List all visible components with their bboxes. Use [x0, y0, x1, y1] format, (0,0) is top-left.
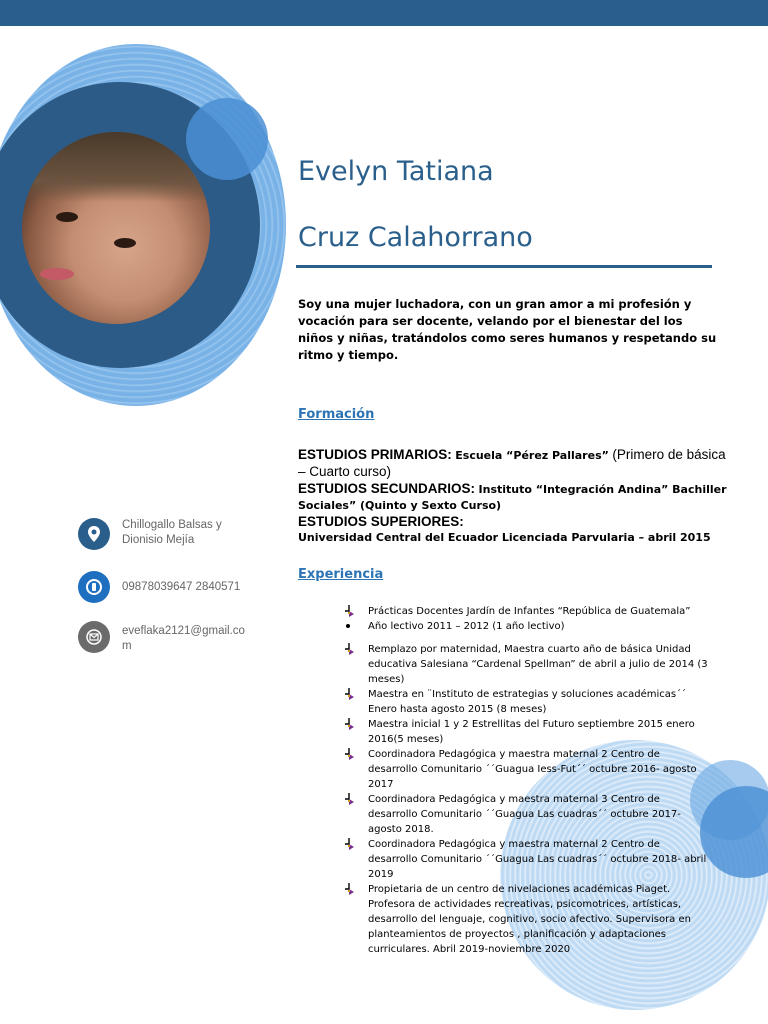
education-secondary	[298, 481, 728, 514]
experience-list	[340, 604, 710, 957]
list-item: Coordinadora Pedagógica y maestra maternal 2 Centro de desarrollo Comunitario ´´Guagua Iess-Fut´´ octubre 2016- agosto 2017	[340, 747, 710, 792]
profile-summary: Soy una mujer luchadora, con un gran amor a mi profesión y vocación para ser docente, velando por el bienestar del los niños y niñas, tratándolos como seres humanos y respetando su ritmo y tiempo.	[298, 297, 717, 362]
name-divider	[296, 265, 712, 268]
list-item: Prácticas Docentes Jardín de Infantes “República de Guatemala”	[340, 604, 710, 619]
education-primary-school: Escuela “Pérez Pallares”	[455, 449, 609, 462]
list-item: Coordinadora Pedagógica y maestra maternal 3 Centro de desarrollo Comunitario ´´Guagua Las cuadras´´ octubre 2017- agosto 2018.	[340, 792, 710, 837]
bullet-arrow-icon	[344, 793, 356, 805]
list-item: Año lectivo 2011 – 2012 (1 año lectivo)	[340, 619, 710, 634]
education-primary-label: ESTUDIOS PRIMARIOS:	[298, 447, 452, 462]
education-secondary-label: ESTUDIOS SECUNDARIOS:	[298, 481, 476, 496]
phone-icon	[78, 571, 110, 603]
contact-phone	[78, 571, 240, 603]
bullet-dot-icon	[346, 624, 350, 628]
education-higher-school: Universidad Central del Ecuador Licenciada Parvularia – abril 2015	[298, 531, 711, 544]
photo-hair	[22, 132, 210, 202]
education-primary-detail: (Primero de básica – Cuarto curso)	[298, 447, 726, 479]
contact-email-text[interactable]: eveflaka2121@gmail.com	[122, 625, 245, 652]
education-higher-label: ESTUDIOS SUPERIORES:	[298, 514, 464, 529]
education-primary	[298, 447, 728, 481]
contact-address-text: Chillogallo Balsas y Dionisio Mejía	[122, 519, 222, 546]
bullet-arrow-icon	[344, 748, 356, 760]
contact-email	[78, 621, 252, 654]
section-title-formacion: Formación	[298, 407, 375, 422]
contact-address	[78, 518, 242, 550]
first-name: Evelyn Tatiana	[298, 156, 494, 187]
section-title-experiencia: Experiencia	[298, 567, 384, 582]
bullet-arrow-icon	[344, 643, 356, 655]
top-banner	[0, 0, 768, 26]
contact-phone-text: 09878039647 2840571	[122, 581, 241, 593]
list-item: Remplazo por maternidad, Maestra cuarto año de básica Unidad educativa Salesiana “Cardenal Spellman” de abril a julio de 2014 (3 meses)	[340, 642, 710, 687]
profile-photo	[22, 132, 210, 324]
photo-lips	[40, 268, 74, 280]
education-secondary-school: Instituto “Integración Andina” Bachiller Sociales” (Quinto y Sexto Curso)	[298, 483, 727, 512]
education-block	[298, 447, 728, 546]
bullet-arrow-icon	[344, 605, 356, 617]
bullet-arrow-icon	[344, 688, 356, 700]
photo-eye-left	[56, 212, 78, 222]
bullet-arrow-icon	[344, 718, 356, 730]
photo-eye-right	[114, 238, 136, 248]
education-higher	[298, 514, 728, 546]
bullet-arrow-icon	[344, 883, 356, 895]
mail-icon	[78, 621, 110, 653]
list-item: Maestra en ¨Instituto de estrategias y soluciones académicas´´ Enero hasta agosto 2015 (8 meses)	[340, 687, 710, 717]
bullet-arrow-icon	[344, 838, 356, 850]
last-name: Cruz Calahorrano	[298, 222, 533, 253]
list-item: Propietaria de un centro de nivelaciones académicas Piaget. Profesora de actividades recreativas, psicomotrices, artísticas, desarrollo del lenguaje, cognitivo, socio afectivo. Supervisora en planteamientos de proyectos , planificación y adaptaciones curriculares. Abril 2019-noviembre 2020	[340, 882, 710, 957]
location-pin-icon	[78, 518, 110, 550]
list-item: Coordinadora Pedagógica y maestra maternal 2 Centro de desarrollo Comunitario ´´Guagua Las cuadras´´ octubre 2018- abril 2019	[340, 837, 710, 882]
list-item: Maestra inicial 1 y 2 Estrellitas del Futuro septiembre 2015 enero 2016(5 meses)	[340, 717, 710, 747]
